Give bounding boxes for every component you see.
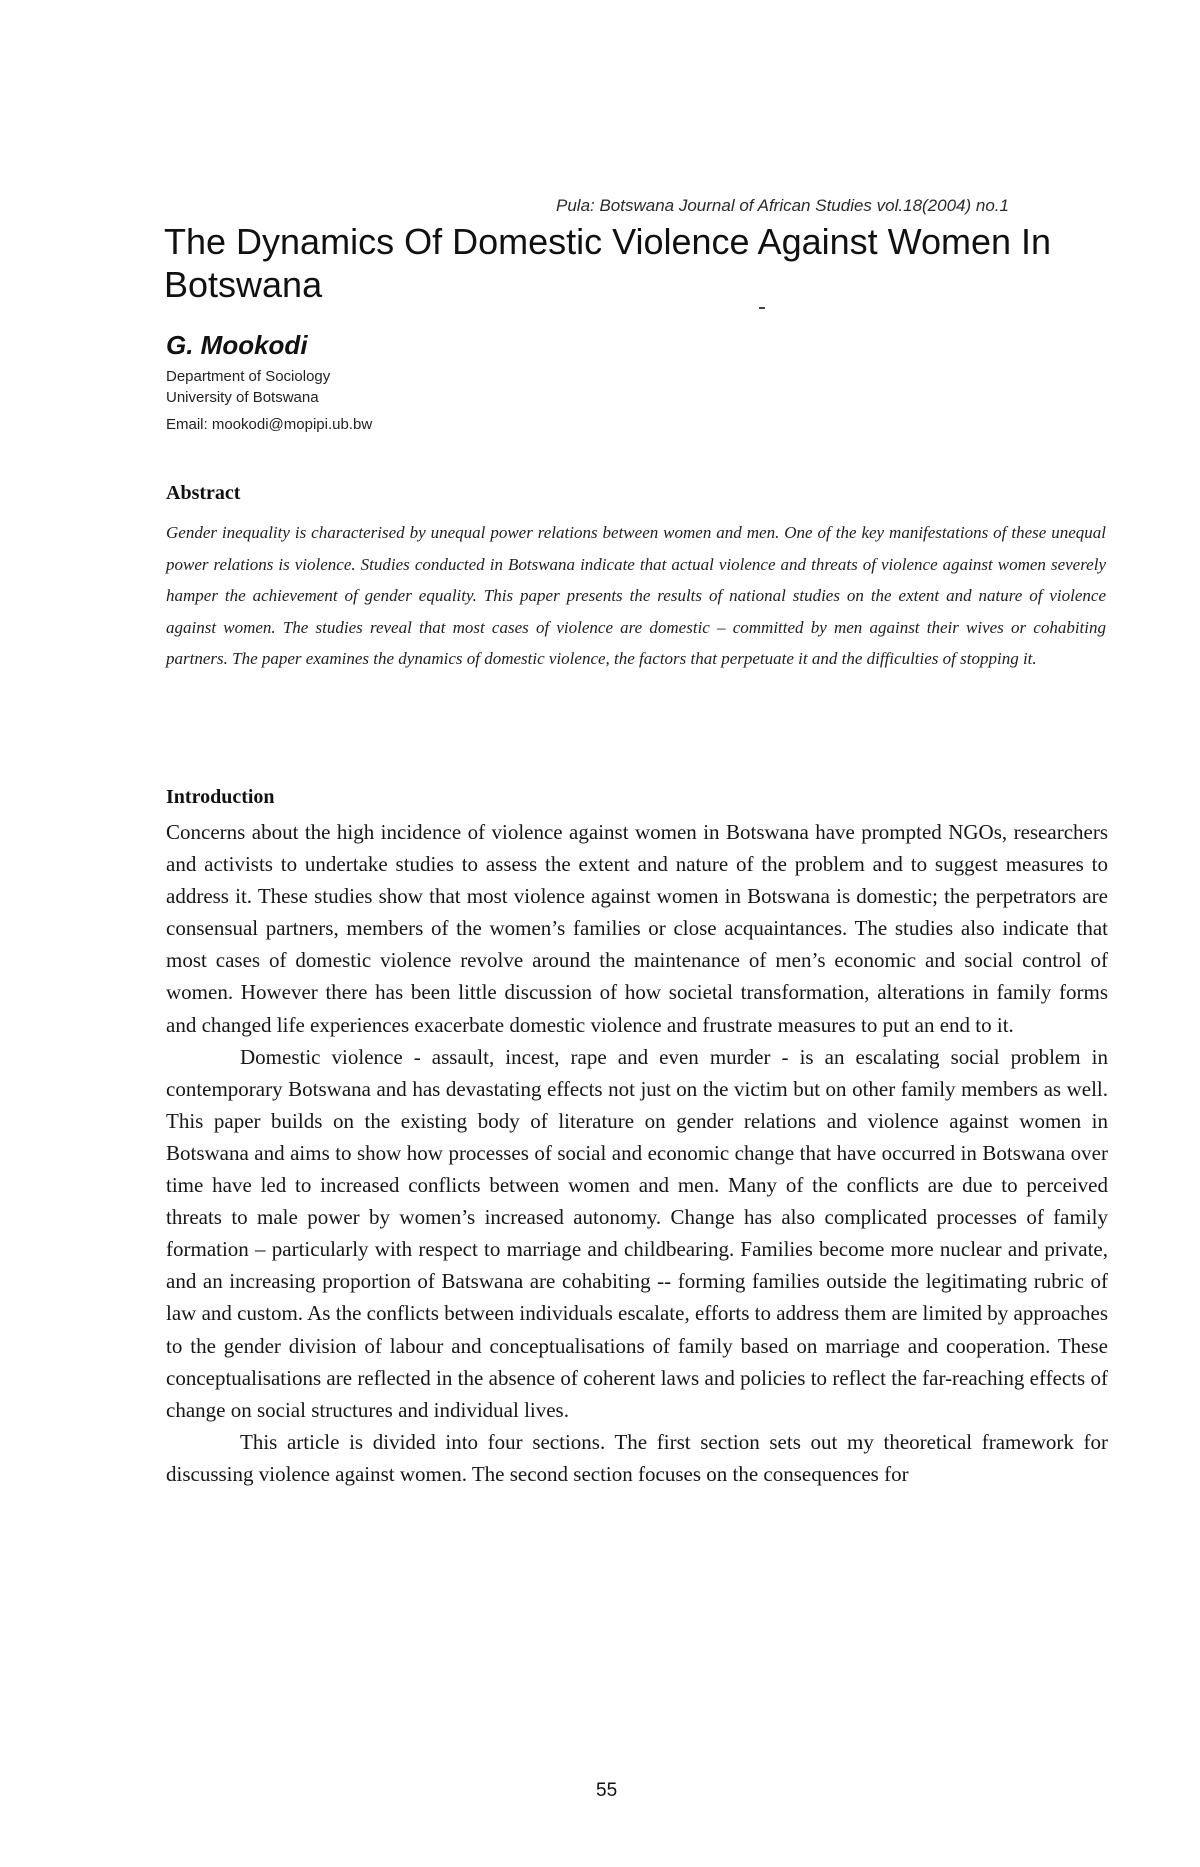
introduction-heading: Introduction xyxy=(166,786,275,808)
article-title: The Dynamics Of Domestic Violence Against Women In Botswana xyxy=(164,221,1052,305)
introduction-body xyxy=(166,816,1108,1490)
abstract-heading: Abstract xyxy=(166,482,241,504)
abstract-text: Gender inequality is characterised by unequal power relations between women and men. One of the key manifestations of these unequal power relations is violence. Studies conducted in Botswana indicate that actual violence and threats of violence against women severely hamper the achievement of gender equality. This paper presents the results of national studies on the extent and nature of violence against women. The studies reveal that most cases of violence are domestic – committed by men against their wives or cohabiting partners. The paper examines the dynamics of domestic violence, the factors that perpetuate it and the difficulties of stopping it. xyxy=(166,523,1106,668)
author-university: University of Botswana xyxy=(166,389,319,406)
author-department: Department of Sociology xyxy=(166,368,331,385)
author-email: Email: mookodi@mopipi.ub.bw xyxy=(166,416,373,433)
paragraph: Concerns about the high incidence of violence against women in Botswana have prompted NGOs, researchers and activists to undertake studies to assess the extent and nature of the problem and to suggest measures to address it. These studies show that most violence against women in Botswana is domestic; the perpetrators are consensual partners, members of the women’s families or close acquaintances. The studies also indicate that most cases of domestic violence revolve around the maintenance of men’s economic and social control of women. However there has been little discussion of how societal transformation, alterations in family forms and changed life experiences exacerbate domestic violence and frustrate measures to put an end to it. xyxy=(166,820,1108,1037)
paragraph: Domestic violence - assault, incest, rape and even murder - is an escalating social problem in contemporary Botswana and has devastating effects not just on the victim but on other family members as well. This paper builds on the existing body of literature on gender relations and violence against women in Botswana and aims to show how processes of social and economic change that have occurred in Botswana over time have led to increased conflicts between women and men. Many of the conflicts are due to perceived threats to male power by women’s increased autonomy. Change has also complicated processes of family formation – particularly with respect to marriage and childbearing. Families become more nuclear and private, and an increasing proportion of Batswana are cohabiting -- forming families outside the legitimating rubric of law and custom. As the conflicts between individuals escalate, efforts to address them are limited by approaches to the gender division of labour and conceptualisations of family based on marriage and cooperation. These conceptualisations are reflected in the absence of coherent laws and policies to reflect the far-reaching effects of change on social structures and individual lives. xyxy=(166,1044,1108,1422)
page-number: 55 xyxy=(596,1780,618,1801)
author-name: G. Mookodi xyxy=(166,330,308,360)
journal-header: Pula: Botswana Journal of African Studies vol.18(2004) no.1 xyxy=(556,196,1009,215)
stray-mark xyxy=(759,307,765,309)
paragraph: This article is divided into four sections. The first section sets out my theoretical framework for discussing violence against women. The second section focuses on the consequences for xyxy=(166,1429,1108,1486)
